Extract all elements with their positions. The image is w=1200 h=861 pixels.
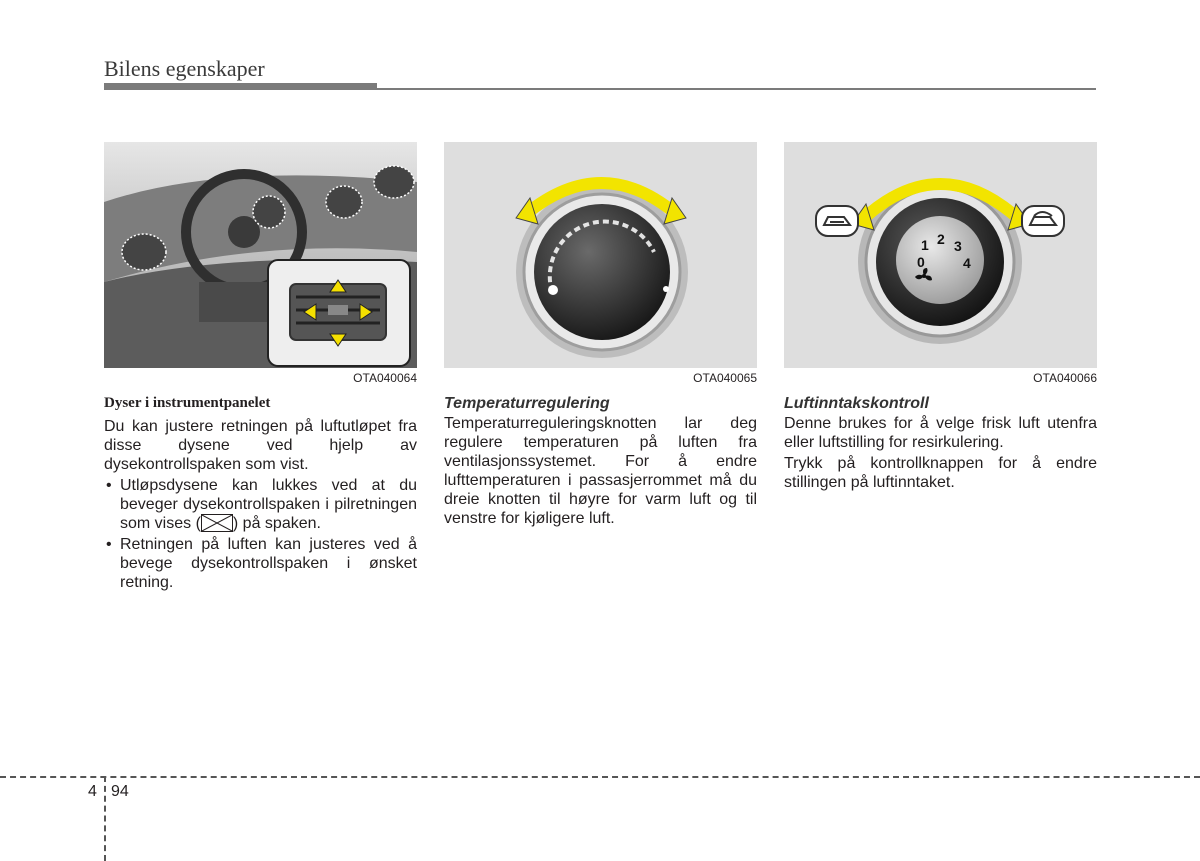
figure-code: OTA040065 (693, 371, 757, 385)
paragraph-intro: Du kan justere retningen på luftutløpet fra disse dysene ved hjelp av dysekontrollspaken som vist. (104, 418, 417, 473)
section-temperature (444, 394, 757, 530)
bullet-adjust-direction: • Retningen på luften kan justeres ved å bevege dysekontrollspaken i ønsket retning. (104, 535, 417, 592)
section-dashboard-vents (104, 394, 417, 594)
chapter-number: 4 (88, 783, 97, 800)
bullet-text-after: ) på spaken. (232, 515, 321, 532)
section-heading: Dyser i instrumentpanelet (104, 395, 271, 411)
section-air-intake (784, 394, 1097, 494)
figure-temperature-knob (444, 142, 757, 387)
dial-number-4: 4 (963, 255, 971, 271)
dial-number-2: 2 (937, 231, 945, 247)
dial-number-0: 0 (917, 254, 925, 270)
dashboard-illustration (104, 142, 417, 368)
temperature-knob-photo (444, 142, 757, 368)
air-intake-knob-photo (784, 142, 1097, 368)
figure-air-intake-knob (784, 142, 1097, 387)
page-header-title: Bilens egenskaper (104, 56, 265, 81)
bullet-text-before: Utløpsdysene kan lukkes ved at du beveger dysekontrollspaken i pilretningen som vises ( (120, 477, 417, 532)
section-heading: Temperaturregulering (444, 395, 610, 412)
figure-code: OTA040064 (353, 371, 417, 385)
dashboard-photo (104, 142, 417, 368)
paragraph-intake-2: Trykk på kontrollknappen for å endre stillingen på luftinntaket. (784, 455, 1097, 491)
dial-number-1: 1 (921, 237, 929, 253)
dial-number-3: 3 (954, 238, 962, 254)
header-rule-thin (104, 88, 1096, 90)
air-intake-knob-illustration (784, 142, 1097, 368)
close-symbol-icon (201, 514, 233, 532)
temperature-knob-illustration (444, 142, 757, 368)
page-number: 94 (111, 783, 129, 800)
footer-rule (0, 776, 1200, 778)
figure-dashboard-vents (104, 142, 417, 387)
recirculation-icon (816, 206, 858, 236)
section-heading: Luftinntakskontroll (784, 395, 929, 412)
bullet-close-vents (104, 476, 417, 533)
paragraph-temperature: Temperaturreguleringsknotten lar deg regulere temperaturen på luften fra ventilasjonssystemet. For å endre lufttemperaturen i passasjerrommet må du dreie knotten til høyre for varm luft og til venstre for kjøligere luft. (444, 415, 757, 527)
fresh-air-icon (1022, 206, 1064, 236)
paragraph-intake-1: Denne brukes for å velge frisk luft utenfra eller luftstilling for resirkulering. (784, 415, 1097, 451)
footer-divider (104, 776, 106, 861)
figure-code: OTA040066 (1033, 371, 1097, 385)
